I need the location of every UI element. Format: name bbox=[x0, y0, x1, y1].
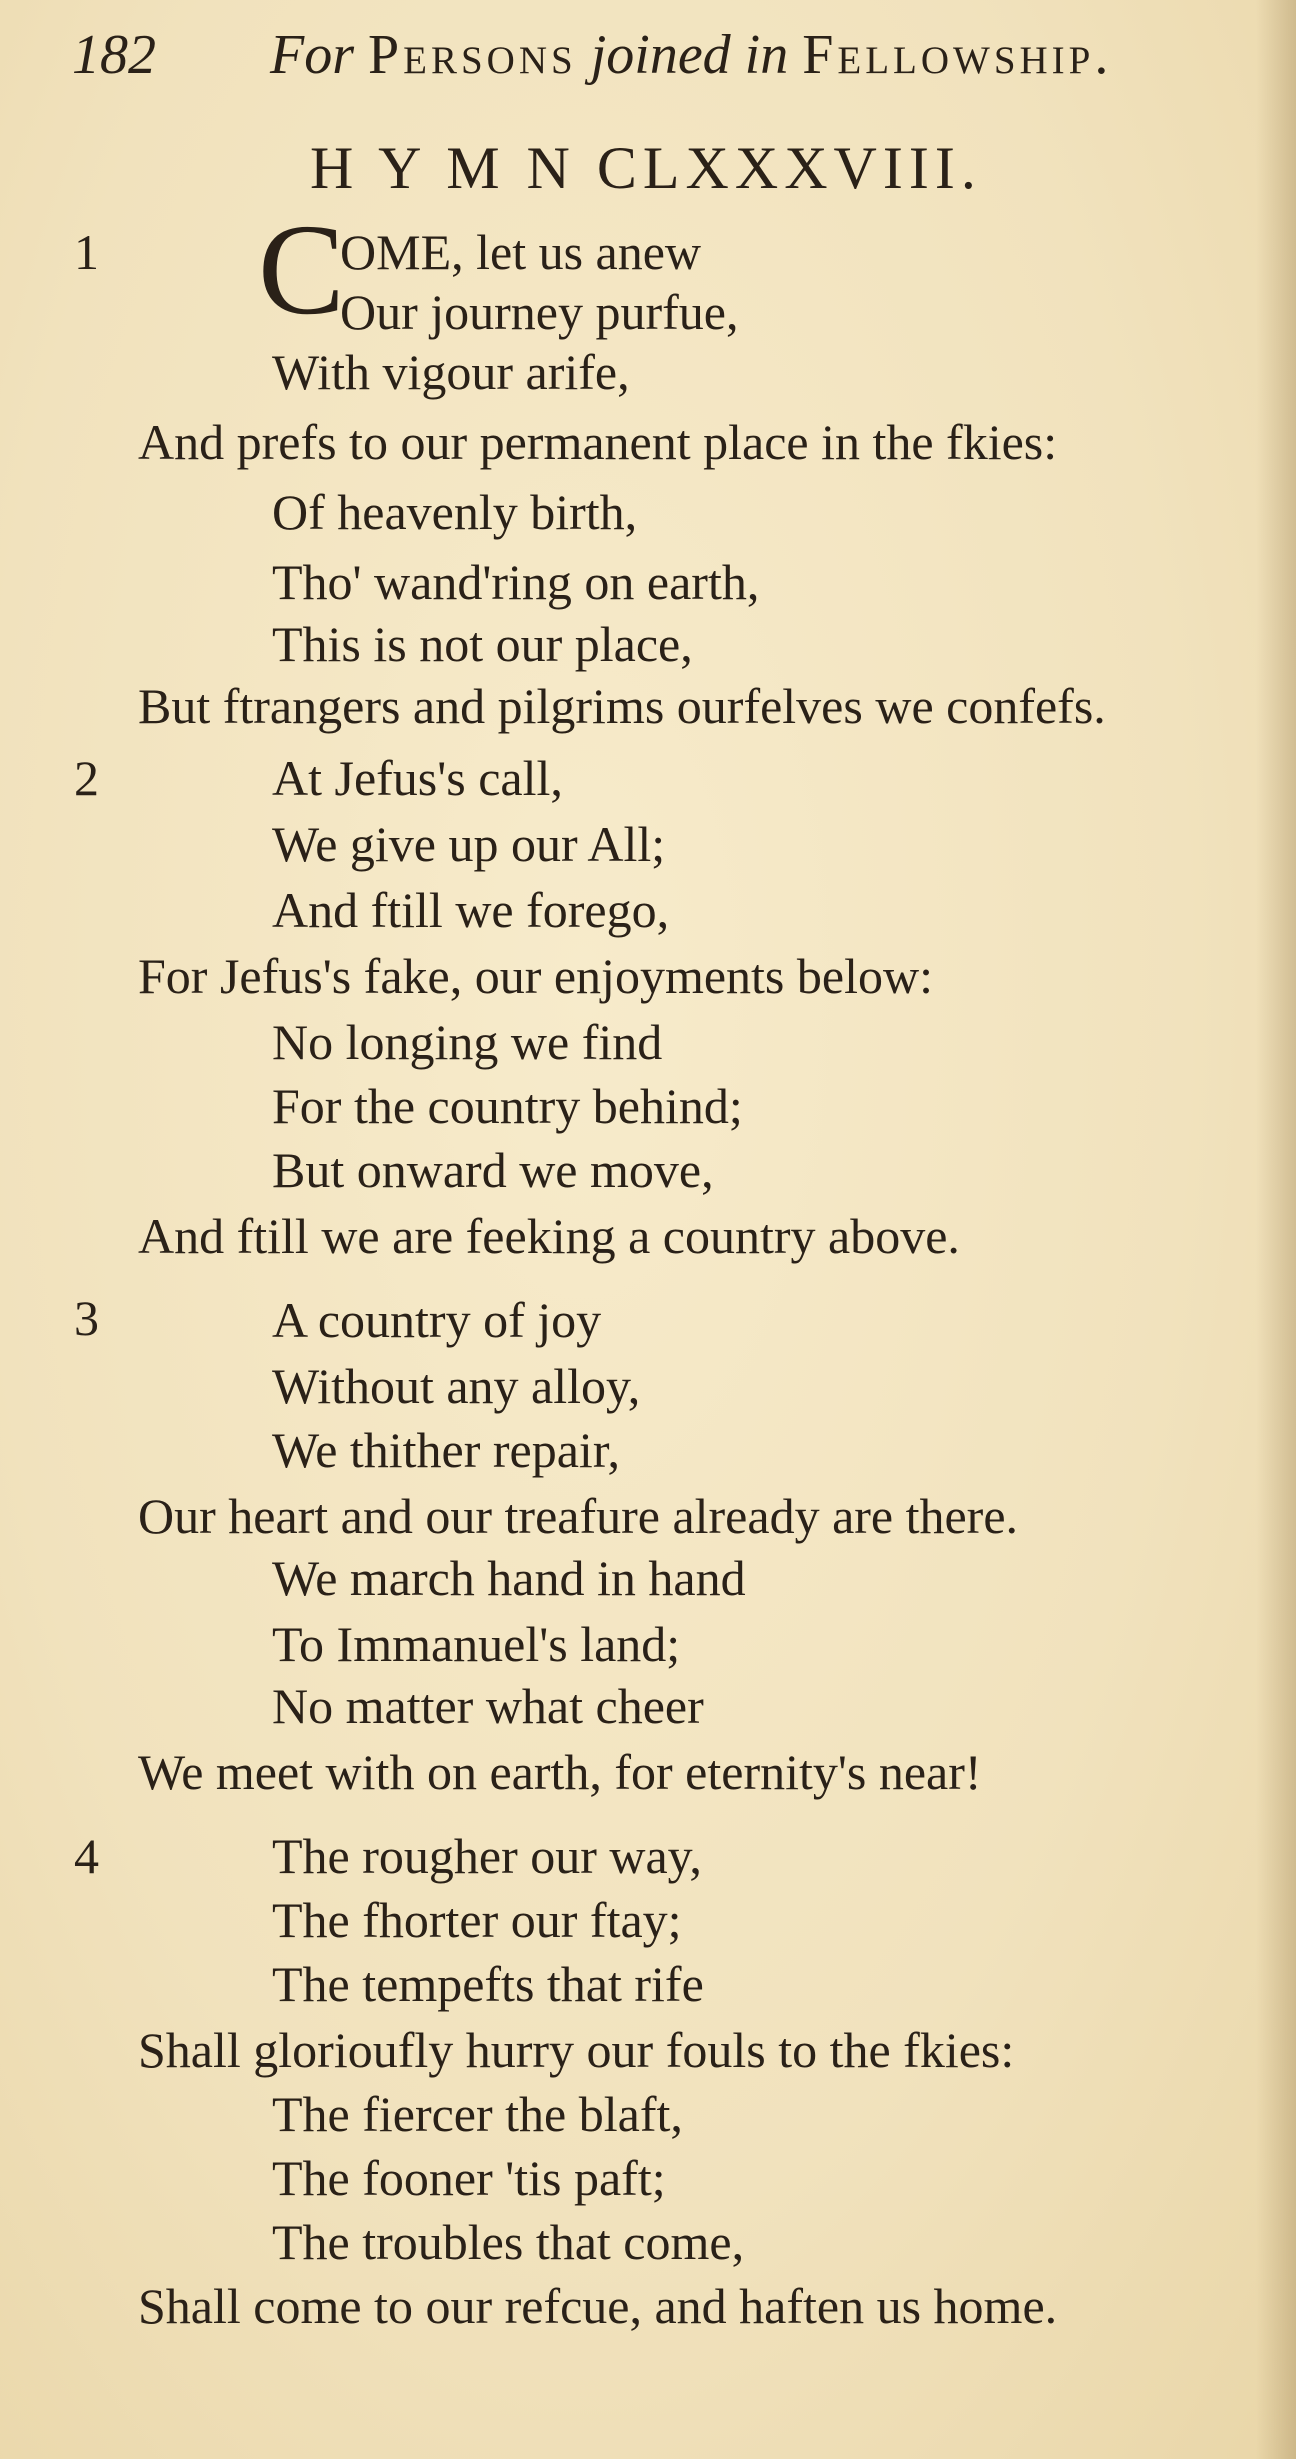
stanza-3-line-8: We meet with on earth, for eternity's near! bbox=[138, 1744, 982, 1800]
running-head-persons: Persons bbox=[368, 24, 577, 86]
stanza-1-line-4: And prefs to our permanent place in the fkies: bbox=[138, 414, 1058, 470]
page-number: 182 bbox=[72, 24, 156, 86]
stanza-1-line-8: But ftrangers and pilgrims ourfelves we confefs. bbox=[138, 678, 1106, 734]
hymn-title: H Y M N CLXXXVIII. bbox=[310, 135, 982, 201]
stanza-3-line-5: We march hand in hand bbox=[272, 1550, 746, 1606]
stanza-2-line-3: And ftill we forego, bbox=[272, 882, 670, 938]
stanza-3-line-4: Our heart and our treafure already are there. bbox=[138, 1488, 1019, 1544]
stanza-3-line-6: To Immanuel's land; bbox=[272, 1616, 681, 1672]
stanza-3-line-1: A country of joy bbox=[272, 1292, 602, 1348]
stanza-4-line-3: The tempefts that rife bbox=[272, 1956, 704, 2012]
page-edge-shadow bbox=[1256, 0, 1296, 2459]
stanza-1-line-7: This is not our place, bbox=[272, 616, 693, 672]
stanza-2-line-2: We give up our All; bbox=[272, 816, 666, 872]
running-head-for: For bbox=[270, 24, 354, 86]
running-head-joined: joined in bbox=[590, 24, 789, 86]
stanza-2-line-5: No longing we find bbox=[272, 1014, 663, 1070]
stanza-number-2: 2 bbox=[74, 750, 99, 806]
stanza-4-line-7: The troubles that come, bbox=[272, 2214, 745, 2270]
stanza-2-line-6: For the country behind; bbox=[272, 1078, 743, 1134]
stanza-2-line-8: And ftill we are feeking a country above. bbox=[138, 1208, 960, 1264]
running-head-fellowship: Fellowship. bbox=[802, 24, 1113, 86]
stanza-4-line-8: Shall come to our refcue, and haften us home. bbox=[138, 2278, 1058, 2334]
stanza-4-line-1: The rougher our way, bbox=[272, 1828, 702, 1884]
stanza-2-line-7: But onward we move, bbox=[272, 1142, 714, 1198]
drop-cap: C bbox=[258, 198, 345, 342]
running-head bbox=[72, 20, 1222, 90]
stanza-4-line-2: The fhorter our ftay; bbox=[272, 1892, 682, 1948]
stanza-2-line-4: For Jefus's fake, our enjoyments below: bbox=[138, 948, 933, 1004]
stanza-1-line-5: Of heavenly birth, bbox=[272, 484, 638, 540]
stanza-3-line-3: We thither repair, bbox=[272, 1422, 620, 1478]
stanza-4-line-5: The fiercer the blaft, bbox=[272, 2086, 683, 2142]
stanza-1-line-3: With vigour arife, bbox=[272, 344, 630, 400]
stanza-1-line-2: Our journey purfue, bbox=[340, 284, 739, 340]
stanza-number-1: 1 bbox=[74, 224, 99, 280]
stanza-3-line-2: Without any alloy, bbox=[272, 1358, 641, 1414]
stanza-number-4: 4 bbox=[74, 1828, 99, 1884]
running-head-title bbox=[270, 20, 1112, 90]
stanza-number-3: 3 bbox=[74, 1290, 99, 1346]
stanza-2-line-1: At Jefus's call, bbox=[272, 750, 563, 806]
stanza-4-line-6: The fooner 'tis paft; bbox=[272, 2150, 666, 2206]
stanza-1-line-1: OME, let us anew bbox=[340, 224, 702, 280]
stanza-4-line-4: Shall glorioufly hurry our fouls to the fkies: bbox=[138, 2022, 1015, 2078]
stanza-1-line-6: Tho' wand'ring on earth, bbox=[272, 554, 760, 610]
stanza-3-line-7: No matter what cheer bbox=[272, 1678, 704, 1734]
